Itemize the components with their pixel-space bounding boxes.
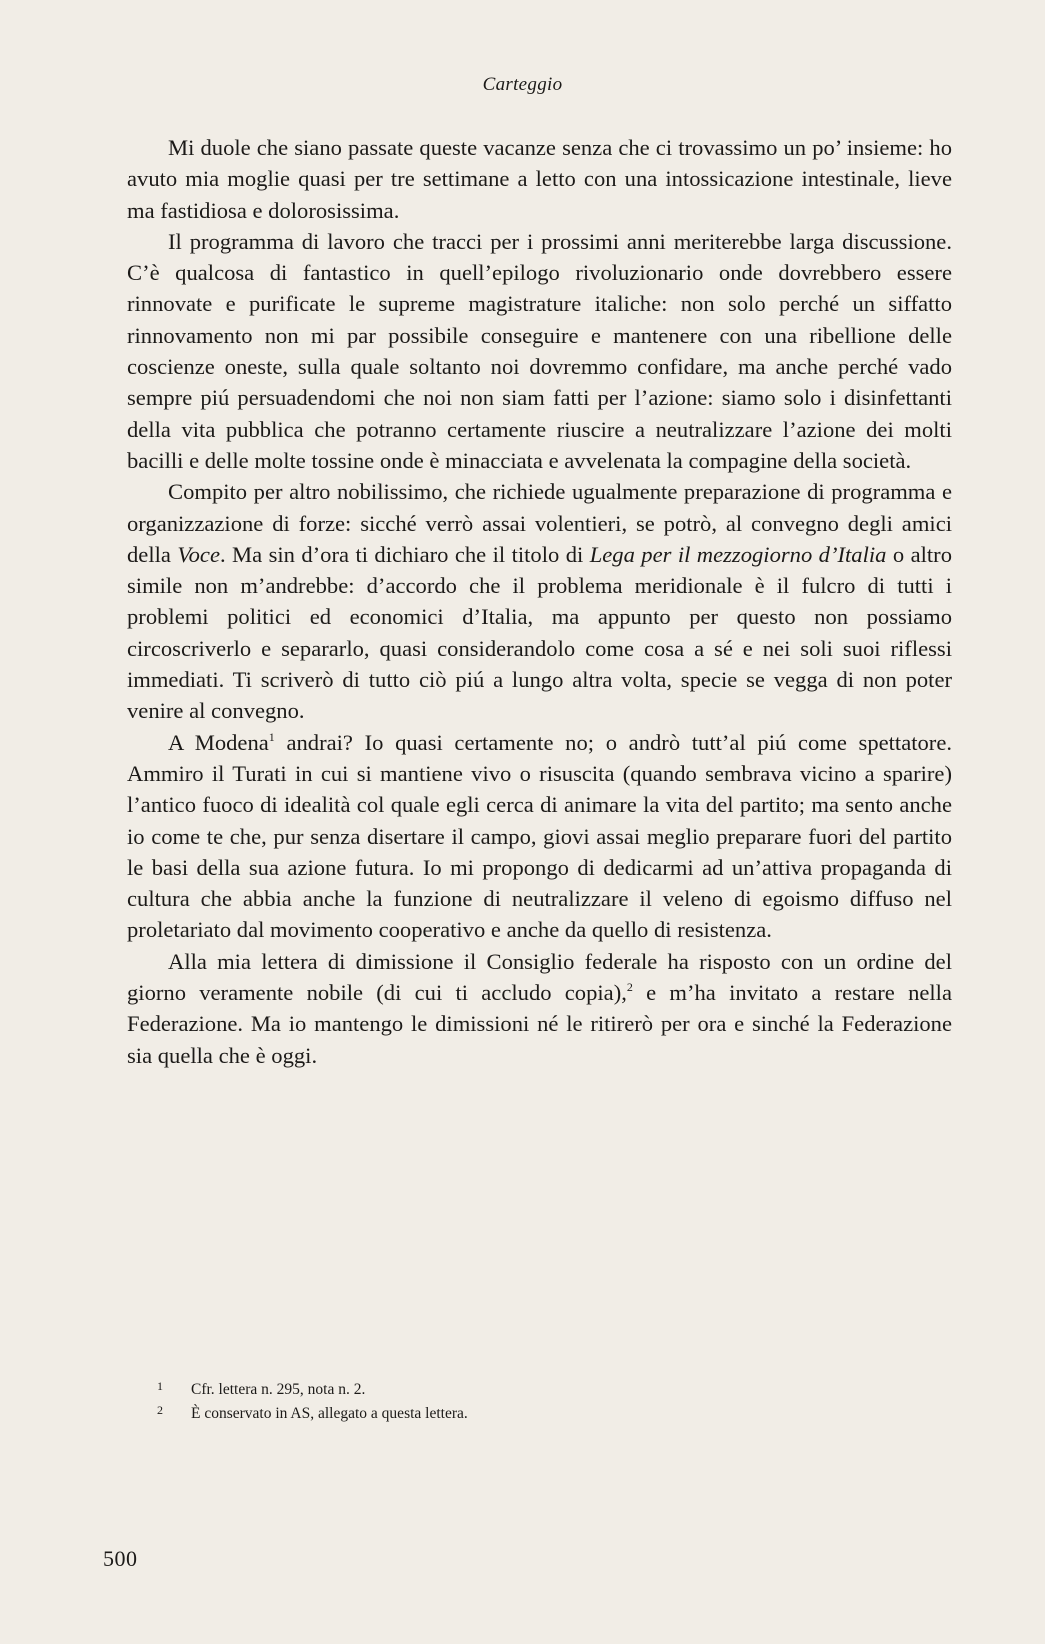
paragraph-1: Mi duole che siano passate queste vacanze senza che ci trovassimo un po’ insieme: ho avuto mia moglie quasi per tre settimane a letto con una intossicazione intestinale, lieve ma fastidiosa e dolorosissima. xyxy=(127,135,952,223)
page-number: 500 xyxy=(103,1546,138,1571)
paragraph-3 xyxy=(127,476,952,726)
paragraph-2: Il programma di lavoro che tracci per i prossimi anni meriterebbe larga discussione. C’è qualcosa di fantastico in quell’epilogo rivoluzionario onde dovrebbero essere rinnovate e purificate le supreme magistrature italiche: non solo perché un siffatto rinnovamento non mi par possibile conseguire e mantenere con una ribellione delle coscienze oneste, sulla quale soltanto noi dovremmo confidare, ma anche perché vado sempre piú persuadendomi che noi non siam fatti per l’azione: siamo solo i disinfettanti della vita pubblica che potranno certamente riuscire a neutralizzare l’azione dei molti bacilli e delle molte tossine onde è minacciata e avvelenata la compagine della società. xyxy=(127,228,952,473)
paragraph-5 xyxy=(127,946,952,1071)
footnote-2 xyxy=(157,1402,857,1426)
journal-title-voce: Voce xyxy=(177,541,220,567)
running-head: Carteggio xyxy=(482,74,563,95)
paragraph-4-text-a: A Modena xyxy=(168,729,269,755)
footnote-number: 1 xyxy=(157,1379,163,1393)
footnote-ref-2: 2 xyxy=(626,980,633,995)
footnote-1 xyxy=(157,1378,857,1402)
footnote-number: 2 xyxy=(157,1403,163,1417)
paragraph-3-text-c: o altro simile non m’andrebbe: d’accordo che il problema meridionale è il fulcro di tutti i problemi politici ed economici d’Italia, ma appunto per questo non possiamo circoscriverlo e separarlo, quasi considerandolo come cosa a sé e nei soli suoi riflessi immediati. Ti scriverò di tutto ciò piú a lungo altra volta, specie se vegga di non poter venire al convegno. xyxy=(127,541,952,724)
paragraph-5-text-a: Alla mia lettera di dimissione il Consiglio federale ha risposto con un ordine del giorno veramente nobile (di cui ti accludo copia), xyxy=(127,948,952,1006)
paragraph-3-text-b: . Ma sin d’ora ti dichiaro che il titolo di xyxy=(219,541,590,567)
paragraph-4 xyxy=(127,727,952,946)
league-title: Lega per il mezzogiorno d’Italia xyxy=(589,541,887,567)
letter-body xyxy=(127,132,952,1071)
footnote-ref-1: 1 xyxy=(268,729,275,744)
paragraph-3-text-a: Compito per altro nobilissimo, che richiede ugualmente preparazione di programma e organizzazione di forze: sicché verrò assai volentieri, se potrò, al convegno degli amici della xyxy=(127,479,952,567)
paragraph-5-text-b: e m’ha invitato a restare nella Federazione. Ma io mantengo le dimissioni né le ritirerò per ora e sinché la Federazione sia quella che è oggi. xyxy=(127,980,952,1068)
paragraph-4-text-b: andrai? Io quasi certamente no; o andrò tutt’al piú come spettatore. Ammiro il Turati in cui si mantiene vivo o risuscita (quando sembrava vicino a sparire) l’antico fuoco di idealità col quale egli cerca di animare la vita del partito; ma sento anche io come te che, pur senza disertare il campo, giovi assai meglio preparare fuori del partito le basi della sua azione futura. Io mi propongo di dedicarmi ad un’attiva propaganda di cultura che abbia anche la funzione di neutralizzare il veleno di egoismo diffuso nel proletariato dal movimento cooperativo e anche da quello di resistenza. xyxy=(127,729,952,943)
footnote-text: È conservato in AS, allegato a questa lettera. xyxy=(191,1405,468,1422)
footnotes xyxy=(157,1378,857,1426)
footnote-text: Cfr. lettera n. 295, nota n. 2. xyxy=(191,1381,366,1398)
